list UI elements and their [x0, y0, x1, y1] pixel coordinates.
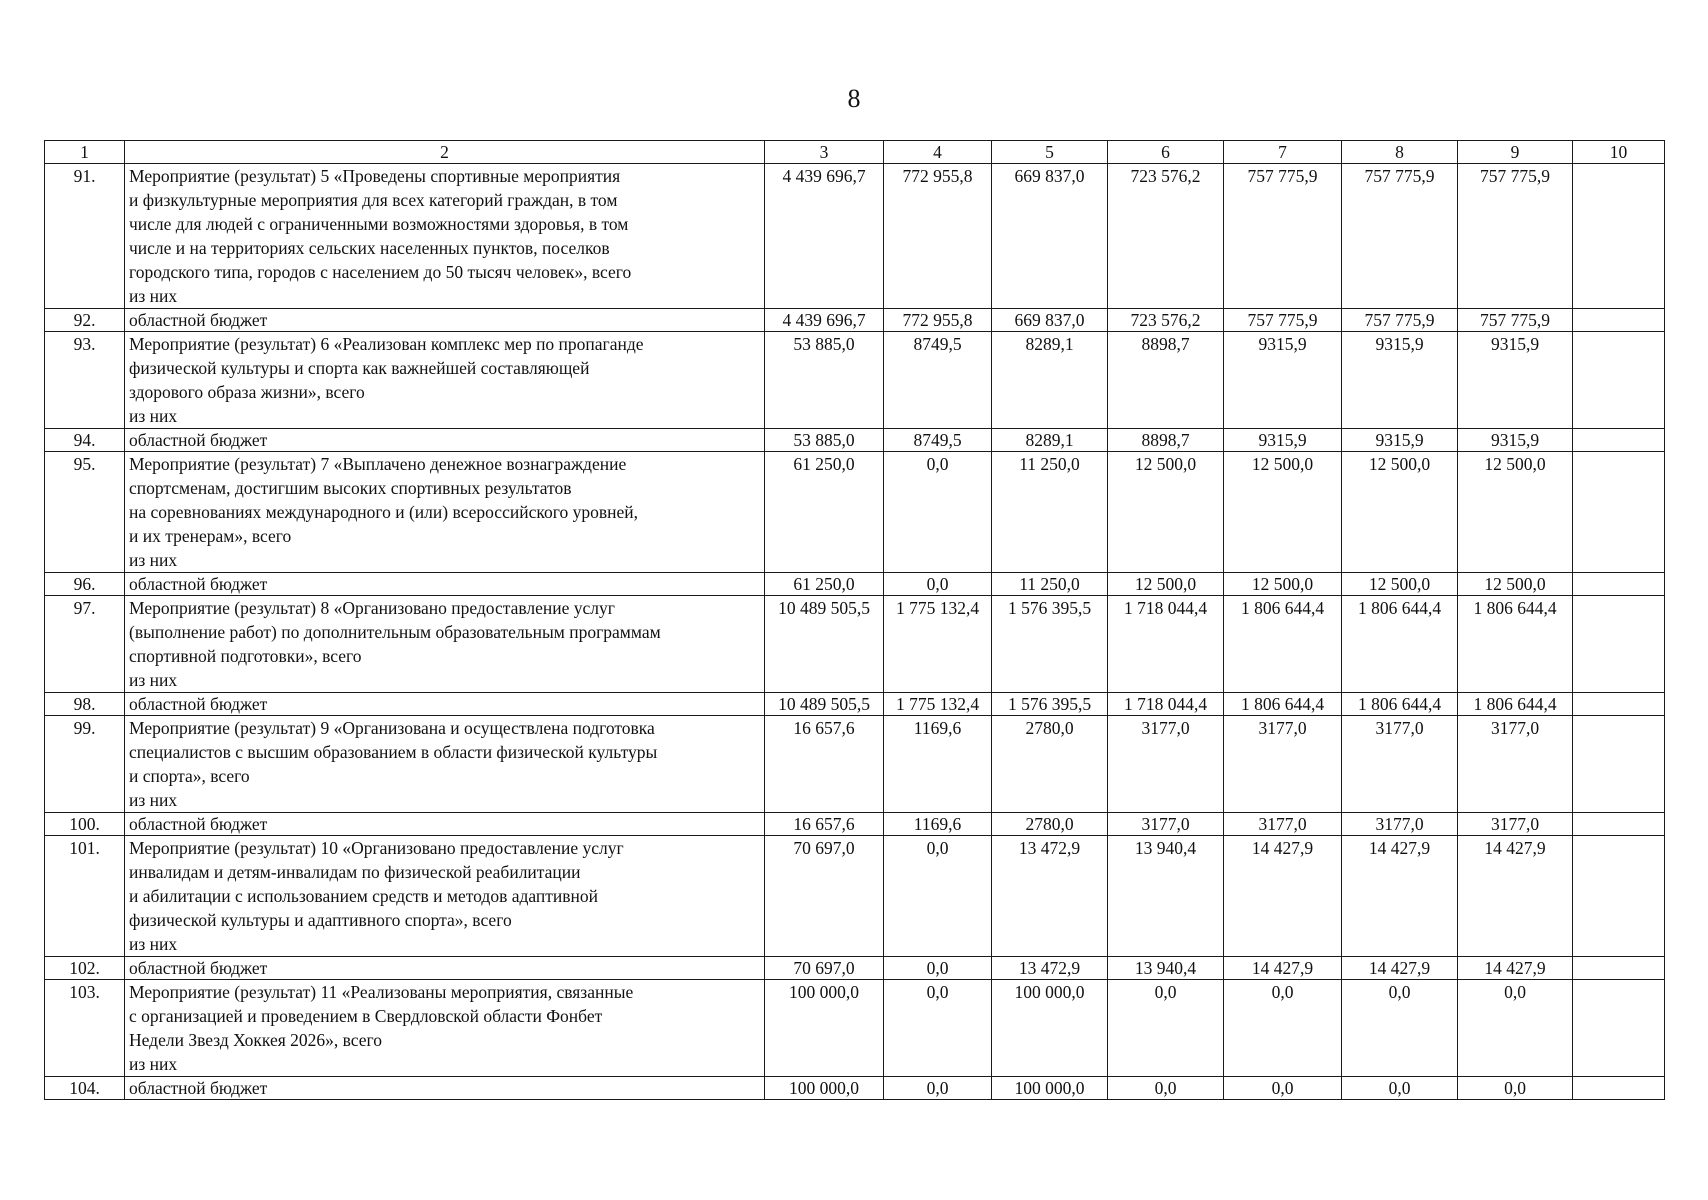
value-col-6: 723 576,2 [1108, 164, 1224, 309]
value-col-9: 3177,0 [1458, 813, 1573, 836]
column-header: 1 [45, 141, 125, 164]
value-col-4: 1169,6 [884, 716, 992, 813]
value-col-4: 0,0 [884, 1077, 992, 1100]
value-col-4: 1 775 132,4 [884, 693, 992, 716]
value-col-8: 9315,9 [1342, 332, 1458, 429]
row-description: областной бюджет [125, 429, 765, 452]
row-number: 103. [45, 980, 125, 1077]
row-description: областной бюджет [125, 309, 765, 332]
table-row [45, 1077, 1665, 1100]
value-col-7: 0,0 [1224, 980, 1342, 1077]
value-col-6: 13 940,4 [1108, 957, 1224, 980]
table-row [45, 164, 1665, 309]
value-col-8: 757 775,9 [1342, 309, 1458, 332]
value-col-5: 2780,0 [992, 716, 1108, 813]
value-col-7: 757 775,9 [1224, 164, 1342, 309]
value-col-9: 9315,9 [1458, 332, 1573, 429]
table-row [45, 309, 1665, 332]
value-col-6: 8898,7 [1108, 332, 1224, 429]
column-header: 8 [1342, 141, 1458, 164]
row-number: 101. [45, 836, 125, 957]
value-col-10 [1573, 980, 1665, 1077]
row-description: Мероприятие (результат) 10 «Организовано предоставление услуг инвалидам и детям-инвалидам по физической реабилитации и абилитации с использованием средств и методов адаптивной физической культуры и адаптивного спорта», всего из них [125, 836, 765, 957]
table-row [45, 429, 1665, 452]
row-number: 95. [45, 452, 125, 573]
value-col-9: 0,0 [1458, 1077, 1573, 1100]
value-col-9: 12 500,0 [1458, 573, 1573, 596]
value-col-3: 100 000,0 [765, 1077, 884, 1100]
value-col-4: 0,0 [884, 980, 992, 1077]
table-row [45, 716, 1665, 813]
value-col-3: 4 439 696,7 [765, 164, 884, 309]
value-col-5: 100 000,0 [992, 1077, 1108, 1100]
value-col-3: 100 000,0 [765, 980, 884, 1077]
value-col-8: 757 775,9 [1342, 164, 1458, 309]
value-col-4: 772 955,8 [884, 164, 992, 309]
value-col-4: 8749,5 [884, 429, 992, 452]
value-col-9: 0,0 [1458, 980, 1573, 1077]
value-col-4: 0,0 [884, 573, 992, 596]
table-row [45, 836, 1665, 957]
row-number: 100. [45, 813, 125, 836]
value-col-10 [1573, 164, 1665, 309]
value-col-5: 2780,0 [992, 813, 1108, 836]
row-description: областной бюджет [125, 693, 765, 716]
row-description: областной бюджет [125, 957, 765, 980]
value-col-10 [1573, 429, 1665, 452]
value-col-7: 1 806 644,4 [1224, 693, 1342, 716]
value-col-10 [1573, 693, 1665, 716]
column-header: 6 [1108, 141, 1224, 164]
value-col-10 [1573, 309, 1665, 332]
value-col-4: 1 775 132,4 [884, 596, 992, 693]
value-col-10 [1573, 836, 1665, 957]
value-col-3: 70 697,0 [765, 836, 884, 957]
table-row [45, 332, 1665, 429]
row-number: 102. [45, 957, 125, 980]
row-number: 93. [45, 332, 125, 429]
row-number: 94. [45, 429, 125, 452]
table-row [45, 573, 1665, 596]
value-col-8: 14 427,9 [1342, 957, 1458, 980]
value-col-4: 0,0 [884, 957, 992, 980]
column-header: 2 [125, 141, 765, 164]
value-col-9: 757 775,9 [1458, 309, 1573, 332]
value-col-10 [1573, 573, 1665, 596]
value-col-9: 1 806 644,4 [1458, 596, 1573, 693]
value-col-6: 12 500,0 [1108, 573, 1224, 596]
row-description: Мероприятие (результат) 6 «Реализован комплекс мер по пропаганде физической культуры и спорта как важнейшей составляющей здорового образа жизни», всего из них [125, 332, 765, 429]
table-row [45, 957, 1665, 980]
value-col-3: 16 657,6 [765, 813, 884, 836]
column-header: 9 [1458, 141, 1573, 164]
table-row [45, 693, 1665, 716]
value-col-7: 9315,9 [1224, 332, 1342, 429]
value-col-10 [1573, 957, 1665, 980]
value-col-5: 8289,1 [992, 429, 1108, 452]
value-col-8: 3177,0 [1342, 813, 1458, 836]
value-col-10 [1573, 452, 1665, 573]
value-col-8: 1 806 644,4 [1342, 693, 1458, 716]
table-row [45, 596, 1665, 693]
row-number: 97. [45, 596, 125, 693]
value-col-3: 10 489 505,5 [765, 596, 884, 693]
value-col-8: 12 500,0 [1342, 452, 1458, 573]
value-col-9: 9315,9 [1458, 429, 1573, 452]
value-col-4: 0,0 [884, 452, 992, 573]
value-col-6: 0,0 [1108, 980, 1224, 1077]
value-col-5: 1 576 395,5 [992, 596, 1108, 693]
value-col-10 [1573, 716, 1665, 813]
row-number: 104. [45, 1077, 125, 1100]
value-col-6: 12 500,0 [1108, 452, 1224, 573]
value-col-7: 757 775,9 [1224, 309, 1342, 332]
value-col-7: 9315,9 [1224, 429, 1342, 452]
value-col-9: 12 500,0 [1458, 452, 1573, 573]
column-header: 5 [992, 141, 1108, 164]
page-number: 8 [847, 84, 861, 113]
row-description: областной бюджет [125, 813, 765, 836]
value-col-5: 11 250,0 [992, 452, 1108, 573]
row-description: Мероприятие (результат) 8 «Организовано предоставление услуг (выполнение работ) по дополнительным образовательным программам спортивной подготовки», всего из них [125, 596, 765, 693]
value-col-8: 1 806 644,4 [1342, 596, 1458, 693]
value-col-6: 723 576,2 [1108, 309, 1224, 332]
row-number: 92. [45, 309, 125, 332]
column-header: 10 [1573, 141, 1665, 164]
column-header: 4 [884, 141, 992, 164]
row-description: Мероприятие (результат) 5 «Проведены спортивные мероприятия и физкультурные мероприятия для всех категорий граждан, в том числе для людей с ограниченными возможностями здоровья, в том числе и на территориях сельских населенных пунктов, поселков городского типа, городов с населением до 50 тысяч человек», всего из них [125, 164, 765, 309]
value-col-4: 1169,6 [884, 813, 992, 836]
value-col-3: 61 250,0 [765, 452, 884, 573]
value-col-9: 14 427,9 [1458, 836, 1573, 957]
value-col-7: 3177,0 [1224, 813, 1342, 836]
value-col-8: 14 427,9 [1342, 836, 1458, 957]
value-col-5: 669 837,0 [992, 164, 1108, 309]
row-number: 96. [45, 573, 125, 596]
row-description: Мероприятие (результат) 11 «Реализованы мероприятия, связанные с организацией и проведением в Свердловской области Фонбет Недели Звезд Хоккея 2026», всего из них [125, 980, 765, 1077]
row-description: Мероприятие (результат) 9 «Организована и осуществлена подготовка специалистов с высшим образованием в области физической культуры и спорта», всего из них [125, 716, 765, 813]
value-col-8: 0,0 [1342, 1077, 1458, 1100]
value-col-6: 3177,0 [1108, 813, 1224, 836]
value-col-6: 3177,0 [1108, 716, 1224, 813]
value-col-9: 757 775,9 [1458, 164, 1573, 309]
value-col-5: 669 837,0 [992, 309, 1108, 332]
value-col-4: 772 955,8 [884, 309, 992, 332]
value-col-10 [1573, 1077, 1665, 1100]
value-col-6: 13 940,4 [1108, 836, 1224, 957]
row-number: 91. [45, 164, 125, 309]
value-col-9: 3177,0 [1458, 716, 1573, 813]
value-col-5: 13 472,9 [992, 836, 1108, 957]
value-col-3: 16 657,6 [765, 716, 884, 813]
value-col-3: 53 885,0 [765, 429, 884, 452]
column-header: 3 [765, 141, 884, 164]
value-col-7: 0,0 [1224, 1077, 1342, 1100]
value-col-5: 13 472,9 [992, 957, 1108, 980]
value-col-6: 1 718 044,4 [1108, 596, 1224, 693]
value-col-8: 3177,0 [1342, 716, 1458, 813]
row-description: Мероприятие (результат) 7 «Выплачено денежное вознаграждение спортсменам, достигшим высоких спортивных результатов на соревнованиях международного и (или) всероссийского уровней, и их тренерам», всего из них [125, 452, 765, 573]
table-row [45, 813, 1665, 836]
row-number: 99. [45, 716, 125, 813]
value-col-10 [1573, 596, 1665, 693]
value-col-3: 53 885,0 [765, 332, 884, 429]
row-number: 98. [45, 693, 125, 716]
value-col-7: 3177,0 [1224, 716, 1342, 813]
value-col-4: 8749,5 [884, 332, 992, 429]
value-col-7: 1 806 644,4 [1224, 596, 1342, 693]
value-col-10 [1573, 813, 1665, 836]
table-row [45, 980, 1665, 1077]
value-col-8: 9315,9 [1342, 429, 1458, 452]
value-col-8: 12 500,0 [1342, 573, 1458, 596]
value-col-6: 1 718 044,4 [1108, 693, 1224, 716]
value-col-7: 14 427,9 [1224, 957, 1342, 980]
table-row [45, 452, 1665, 573]
row-description: областной бюджет [125, 1077, 765, 1100]
value-col-3: 10 489 505,5 [765, 693, 884, 716]
value-col-5: 11 250,0 [992, 573, 1108, 596]
table-header-row [45, 141, 1665, 164]
value-col-9: 1 806 644,4 [1458, 693, 1573, 716]
value-col-8: 0,0 [1342, 980, 1458, 1077]
budget-table [44, 140, 1665, 1100]
value-col-3: 4 439 696,7 [765, 309, 884, 332]
value-col-3: 61 250,0 [765, 573, 884, 596]
value-col-6: 8898,7 [1108, 429, 1224, 452]
value-col-6: 0,0 [1108, 1077, 1224, 1100]
value-col-7: 12 500,0 [1224, 452, 1342, 573]
value-col-3: 70 697,0 [765, 957, 884, 980]
value-col-7: 14 427,9 [1224, 836, 1342, 957]
value-col-5: 8289,1 [992, 332, 1108, 429]
row-description: областной бюджет [125, 573, 765, 596]
value-col-5: 100 000,0 [992, 980, 1108, 1077]
column-header: 7 [1224, 141, 1342, 164]
value-col-5: 1 576 395,5 [992, 693, 1108, 716]
value-col-4: 0,0 [884, 836, 992, 957]
value-col-7: 12 500,0 [1224, 573, 1342, 596]
value-col-9: 14 427,9 [1458, 957, 1573, 980]
value-col-10 [1573, 332, 1665, 429]
